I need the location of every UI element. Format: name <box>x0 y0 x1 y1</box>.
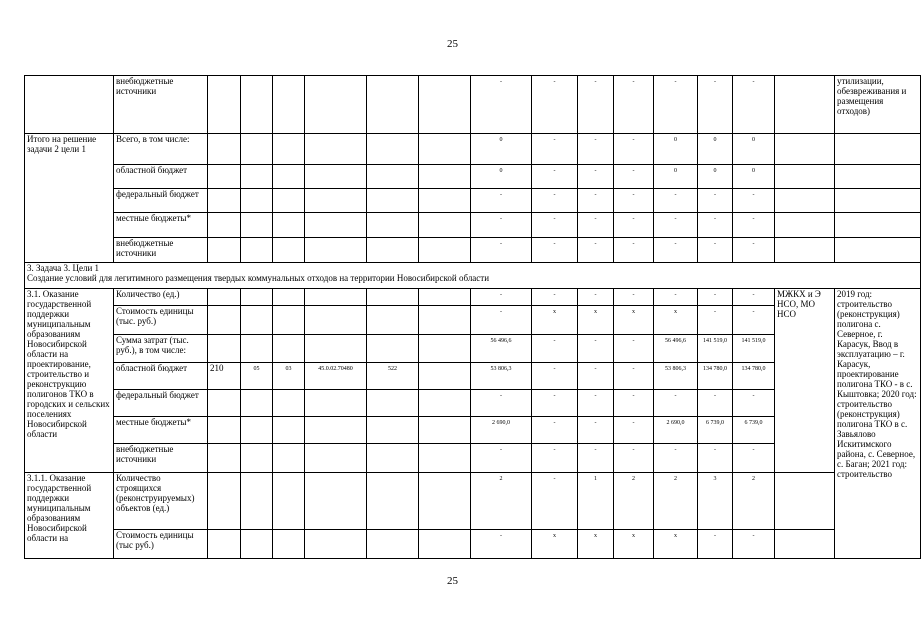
table-row <box>25 237 921 263</box>
table-cell <box>273 237 305 263</box>
table-cell <box>835 237 921 263</box>
table-cell: 2 690,0 <box>471 417 532 444</box>
table-cell <box>367 306 419 334</box>
table-cell: x <box>654 306 698 334</box>
table-cell <box>273 306 305 334</box>
table-cell <box>241 134 273 164</box>
cell-source: местные бюджеты* <box>114 417 208 444</box>
table-cell <box>419 334 471 362</box>
table-cell: - <box>733 529 775 558</box>
page-number-bottom: 25 <box>447 575 458 587</box>
table-cell: 0 <box>471 164 532 188</box>
table-cell: 0 <box>698 134 733 164</box>
table-cell: 05 <box>241 363 273 390</box>
table-cell: - <box>654 390 698 417</box>
table-cell <box>305 334 367 362</box>
table-cell: - <box>614 213 654 237</box>
table-cell: - <box>532 189 578 213</box>
table-row <box>25 164 921 188</box>
table-cell: 0 <box>471 134 532 164</box>
table-cell <box>367 334 419 362</box>
table-cell <box>305 76 367 134</box>
table-cell: - <box>578 390 614 417</box>
table-cell: 134 780,0 <box>733 363 775 390</box>
table-cell <box>273 189 305 213</box>
cell-source: Стоимость единицы (тыс руб.) <box>114 529 208 558</box>
cell-source: Всего, в том числе: <box>114 134 208 164</box>
table-cell <box>208 444 241 472</box>
table-cell: - <box>471 237 532 263</box>
cell-measure: 3.1.1. Оказание государственной поддержки муниципальным образованиям Новосибирской области на <box>25 472 114 558</box>
table-cell: - <box>698 189 733 213</box>
table-cell <box>241 472 273 529</box>
table-cell: - <box>578 76 614 134</box>
table-cell <box>419 417 471 444</box>
table-cell: - <box>471 306 532 334</box>
table-cell <box>367 134 419 164</box>
table-row <box>25 472 921 529</box>
table-cell: - <box>614 390 654 417</box>
table-cell <box>208 334 241 362</box>
cell-source: Стоимость единицы (тыс. руб.) <box>114 306 208 334</box>
table-cell <box>241 390 273 417</box>
table-cell <box>835 134 921 164</box>
table-cell: 0 <box>654 164 698 188</box>
table-cell: x <box>654 529 698 558</box>
table-cell: - <box>614 76 654 134</box>
table-cell: - <box>578 164 614 188</box>
table-cell <box>835 213 921 237</box>
table-cell: - <box>578 288 614 306</box>
table-row <box>25 213 921 237</box>
table-cell: - <box>578 444 614 472</box>
table-cell: 141 519,0 <box>698 334 733 362</box>
table-cell: x <box>578 306 614 334</box>
table-cell <box>208 134 241 164</box>
table-cell: - <box>614 334 654 362</box>
table-row <box>25 134 921 164</box>
table-cell <box>835 164 921 188</box>
table-cell: - <box>578 237 614 263</box>
table-cell: - <box>733 306 775 334</box>
table-cell <box>208 213 241 237</box>
table-cell <box>305 164 367 188</box>
table-cell <box>208 417 241 444</box>
table-cell <box>367 444 419 472</box>
table-cell: 0 <box>733 134 775 164</box>
table-cell: - <box>532 472 578 529</box>
table-cell: - <box>614 444 654 472</box>
table-cell <box>775 134 835 164</box>
table-cell <box>305 390 367 417</box>
table-cell <box>305 529 367 558</box>
table-cell: - <box>733 237 775 263</box>
table-cell: 45.0.02.70480 <box>305 363 367 390</box>
table-cell <box>419 213 471 237</box>
table-cell <box>367 417 419 444</box>
table-cell <box>208 164 241 188</box>
table-cell <box>367 288 419 306</box>
cell-source: федеральный бюджет <box>114 189 208 213</box>
table-cell: - <box>698 444 733 472</box>
table-cell: - <box>578 363 614 390</box>
table-cell: - <box>532 390 578 417</box>
table-cell <box>419 134 471 164</box>
table-cell: x <box>532 529 578 558</box>
table-cell <box>775 237 835 263</box>
table-cell <box>241 288 273 306</box>
table-cell: x <box>532 306 578 334</box>
table-cell: 0 <box>733 164 775 188</box>
table-row <box>25 263 921 289</box>
table-row <box>25 288 921 306</box>
table-cell: 03 <box>273 363 305 390</box>
table-cell <box>419 237 471 263</box>
table-cell: - <box>733 76 775 134</box>
table-cell: - <box>733 189 775 213</box>
cell-measure: 3.1. Оказание государственной поддержки муниципальным образованиям Новосибирской области на проектирование, строительство и реконструкцию полигонов ТКО в городских и сельских поселениях Новосибирской области <box>25 288 114 472</box>
table-cell <box>305 472 367 529</box>
cell-source: Сумма затрат (тыс. руб.), в том числе: <box>114 334 208 362</box>
table-cell: 53 806,3 <box>471 363 532 390</box>
table-cell <box>305 288 367 306</box>
table-cell: - <box>614 288 654 306</box>
table-cell <box>273 76 305 134</box>
table-cell: - <box>698 76 733 134</box>
table-cell <box>367 76 419 134</box>
table-cell <box>419 164 471 188</box>
cell-executor: МЖКХ и Э НСО, МО НСО <box>775 288 835 472</box>
table-cell <box>241 444 273 472</box>
table-cell <box>241 529 273 558</box>
table-cell: - <box>654 213 698 237</box>
table-cell: 3 <box>698 472 733 529</box>
table-cell <box>775 213 835 237</box>
table-cell <box>367 213 419 237</box>
table-cell <box>241 237 273 263</box>
table-cell: - <box>578 189 614 213</box>
cell-source: федеральный бюджет <box>114 390 208 417</box>
table-cell <box>208 529 241 558</box>
cell-source: Количество строящихся (реконструируемых) объектов (ед.) <box>114 472 208 529</box>
table-cell: 522 <box>367 363 419 390</box>
cell-source: местные бюджеты* <box>114 213 208 237</box>
table-cell: 56 496,6 <box>471 334 532 362</box>
table-cell <box>208 306 241 334</box>
table-cell: - <box>614 189 654 213</box>
cell-source: внебюджетные источники <box>114 237 208 263</box>
table-cell <box>305 237 367 263</box>
table-cell: x <box>614 529 654 558</box>
table-row <box>25 529 921 558</box>
table-cell: - <box>698 529 733 558</box>
table-cell <box>775 529 835 558</box>
table-cell <box>241 76 273 134</box>
table-cell: - <box>471 444 532 472</box>
table-cell: - <box>698 288 733 306</box>
table-cell: - <box>614 363 654 390</box>
table-cell <box>419 76 471 134</box>
table-cell: 6 739,0 <box>733 417 775 444</box>
table-cell: - <box>578 417 614 444</box>
table-cell <box>419 390 471 417</box>
table-cell: 2 <box>614 472 654 529</box>
table-cell <box>273 529 305 558</box>
table-cell: - <box>532 237 578 263</box>
cell-source: внебюджетные источники <box>114 444 208 472</box>
table-cell <box>273 288 305 306</box>
table-cell: - <box>578 334 614 362</box>
table-cell <box>419 189 471 213</box>
table-cell <box>208 288 241 306</box>
table-cell: x <box>578 529 614 558</box>
table-cell <box>305 444 367 472</box>
table-cell <box>241 164 273 188</box>
table-cell: - <box>733 213 775 237</box>
table-cell <box>775 472 835 529</box>
table-cell: 2 <box>471 472 532 529</box>
table-cell: - <box>614 164 654 188</box>
table-cell <box>241 417 273 444</box>
table-cell <box>241 334 273 362</box>
table-cell: - <box>532 363 578 390</box>
table-cell <box>305 306 367 334</box>
table-cell <box>775 164 835 188</box>
table-row <box>25 189 921 213</box>
table-cell: 0 <box>654 134 698 164</box>
table-cell: - <box>654 189 698 213</box>
table-cell: - <box>532 417 578 444</box>
table-cell: - <box>471 288 532 306</box>
table-cell: - <box>532 134 578 164</box>
cell-section: Итого на решение задачи 2 цели 1 <box>25 134 114 263</box>
table-cell <box>305 417 367 444</box>
table-cell: - <box>654 76 698 134</box>
table-cell: 134 780,0 <box>698 363 733 390</box>
table-cell <box>208 390 241 417</box>
page-number-top: 25 <box>447 38 458 50</box>
table-cell: 2 690,0 <box>654 417 698 444</box>
table-cell <box>273 390 305 417</box>
table-cell <box>775 189 835 213</box>
table-cell: - <box>471 529 532 558</box>
cell-result: 2019 год: строительство (реконструкция) полигона с. Северное, г. Карасук, Ввод в эксплуатацию – г. Карасук, проектирование полигона ТКО - в с. Кыштовка; 2020 год: строительство (реконструкция) полигона ТКО в с. Завьялово Искитимского района, с. Северное, с. Баган; 2021 год: строительство <box>835 288 921 558</box>
table-cell: - <box>614 417 654 444</box>
table-cell <box>367 189 419 213</box>
table-cell: - <box>532 213 578 237</box>
cell-source: областной бюджет <box>114 363 208 390</box>
table-cell: - <box>733 390 775 417</box>
table-cell <box>367 237 419 263</box>
table-cell: - <box>614 134 654 164</box>
table-cell <box>419 288 471 306</box>
table-cell <box>208 237 241 263</box>
table-cell: 2 <box>733 472 775 529</box>
table-cell <box>775 76 835 134</box>
table-cell <box>273 164 305 188</box>
table-cell <box>241 213 273 237</box>
table-cell <box>273 444 305 472</box>
table-cell <box>208 189 241 213</box>
table-cell <box>419 444 471 472</box>
cell-source: внебюджетные источники <box>114 76 208 134</box>
table-cell <box>367 164 419 188</box>
table-cell: - <box>733 288 775 306</box>
table-cell: - <box>471 76 532 134</box>
table-cell: 2 <box>654 472 698 529</box>
table-cell <box>419 306 471 334</box>
table-cell: - <box>654 444 698 472</box>
table-cell <box>419 363 471 390</box>
table-cell <box>273 334 305 362</box>
cell-section <box>25 76 114 134</box>
table-cell <box>241 189 273 213</box>
table-cell: 210 <box>208 363 241 390</box>
table-cell <box>419 472 471 529</box>
table-cell: 1 <box>578 472 614 529</box>
table-cell: - <box>532 164 578 188</box>
table-row <box>25 76 921 134</box>
table-cell <box>208 76 241 134</box>
table-cell <box>273 417 305 444</box>
table-cell: - <box>733 444 775 472</box>
table-cell: x <box>614 306 654 334</box>
table-cell: 141 519,0 <box>733 334 775 362</box>
table-cell: - <box>698 306 733 334</box>
table-cell: - <box>614 237 654 263</box>
table-cell <box>305 213 367 237</box>
table-cell <box>419 529 471 558</box>
table-cell <box>305 134 367 164</box>
table-cell: 56 496,6 <box>654 334 698 362</box>
table-cell <box>273 472 305 529</box>
table-cell: - <box>578 134 614 164</box>
cell-result: утилизации, обезвреживания и размещения отходов) <box>835 76 921 134</box>
table-cell: - <box>698 213 733 237</box>
table-cell <box>273 134 305 164</box>
cell-source: областной бюджет <box>114 164 208 188</box>
table-cell <box>367 472 419 529</box>
table-cell: 53 806,3 <box>654 363 698 390</box>
table-cell: - <box>532 444 578 472</box>
table-cell: - <box>532 76 578 134</box>
table-cell: - <box>654 288 698 306</box>
table-cell <box>835 189 921 213</box>
table-cell <box>241 306 273 334</box>
cell-source: Количество (ед.) <box>114 288 208 306</box>
table-cell: - <box>532 334 578 362</box>
table-cell: 6 739,0 <box>698 417 733 444</box>
table-cell <box>208 472 241 529</box>
table-cell <box>367 529 419 558</box>
table-cell: - <box>471 189 532 213</box>
table-cell: - <box>698 390 733 417</box>
table-cell: - <box>578 213 614 237</box>
program-table <box>24 75 921 559</box>
table-cell <box>305 189 367 213</box>
table-cell: - <box>698 237 733 263</box>
table-cell: - <box>471 213 532 237</box>
cell-task-heading: 3. Задача 3. Цели 1 Создание условий для легитимного размещения твердых коммунальных отходов на территории Новосибирской области <box>25 263 921 289</box>
table-cell: - <box>654 237 698 263</box>
table-cell <box>367 390 419 417</box>
table-cell: 0 <box>698 164 733 188</box>
table-cell: - <box>532 288 578 306</box>
table-cell <box>273 213 305 237</box>
table-cell: - <box>471 390 532 417</box>
